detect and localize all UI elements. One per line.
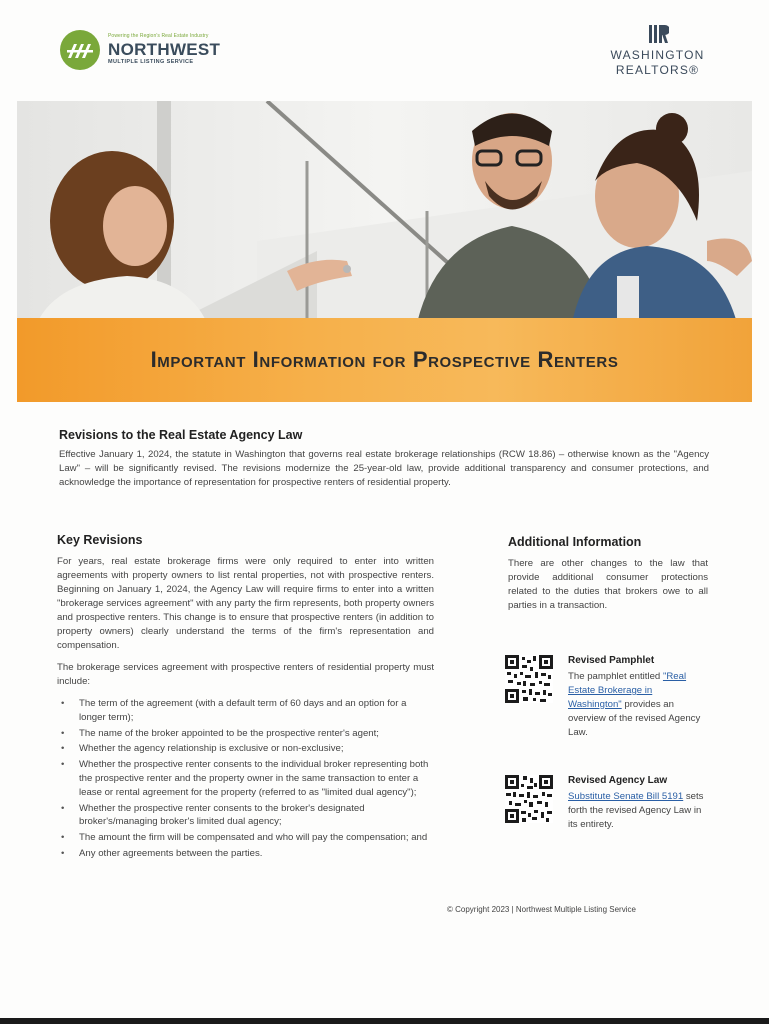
realtor-r-icon xyxy=(647,24,669,44)
key-revisions-heading: Key Revisions xyxy=(57,533,143,547)
revisions-heading: Revisions to the Real Estate Agency Law xyxy=(59,428,303,442)
list-item: • The term of the agreement (with a default term of 60 days and an option for a longer term); xyxy=(57,697,434,725)
list-item: • The name of the broker appointed to be the prospective renter's agent; xyxy=(57,727,434,741)
additional-info-heading: Additional Information xyxy=(508,535,642,549)
key-revisions-section xyxy=(57,533,434,863)
wr-line-1: WASHINGTON xyxy=(610,48,705,62)
nwmls-tagline: Powering the Region's Real Estate Industry xyxy=(108,33,209,40)
requirements-list xyxy=(57,697,434,861)
revised-pamphlet-title: Revised Pamphlet xyxy=(568,655,655,666)
bottom-edge-bar xyxy=(0,1018,769,1024)
list-item: • Whether the agency relationship is exclusive or non-exclusive; xyxy=(57,742,434,756)
washington-realtors-logo xyxy=(600,24,715,77)
pamphlet-link[interactable]: "Real Estate Brokerage in Washington" xyxy=(568,671,687,710)
key-revisions-para-2: The brokerage services agreement with prospective renters of residential property must include: xyxy=(57,662,434,687)
agency-law-qr-code-icon[interactable] xyxy=(505,775,553,823)
hero-photo xyxy=(17,101,752,323)
list-item: • Whether the prospective renter consents to the broker's designated broker's/managing broker's limited dual agency; xyxy=(57,802,434,830)
revised-agency-law-text: Substitute Senate Bill 5191 sets forth the revised Agency Law in its entirety. xyxy=(568,791,704,830)
wr-line-2: REALTORS® xyxy=(615,63,700,77)
key-revisions-para-1: For years, real estate brokerage firms were only required to enter into written agreements with property owners to list rental properties, not with prospective renters. Beginning on January 1, 2024, the Agency Law will require firms to enter into a written "brokerage services agreement" with any party the firm represents, both property owners and prospective renters. This change is to ensure that prospective renters (in addition to property owners) clearly understand the terms of the firm's representation and compensation. xyxy=(57,556,434,651)
senate-bill-link[interactable]: Substitute Senate Bill 5191 xyxy=(568,791,684,802)
nwmls-subtitle: MULTIPLE LISTING SERVICE xyxy=(108,59,194,66)
banner-title: Important Information for Prospective Renters xyxy=(150,347,619,372)
list-item: • Whether the prospective renter consents to the individual broker representing both the prospective renter and the property owner in the same transaction to enter a lease or rental agreement for the property (referred to as "limited dual agency"); xyxy=(57,758,434,799)
list-item: • The amount the firm will be compensated and who will pay the compensation; and xyxy=(57,831,434,845)
revised-agency-law-block xyxy=(505,775,710,832)
list-item: • Any other agreements between the parties. xyxy=(57,847,434,861)
nwmls-name: NORTHWEST xyxy=(108,40,221,60)
pamphlet-qr-code-icon[interactable] xyxy=(505,655,553,703)
nwmls-logo xyxy=(60,30,220,70)
copyright: © Copyright 2023 | Northwest Multiple Listing Service xyxy=(447,905,636,914)
revised-pamphlet-text: The pamphlet entitled "Real Estate Brokerage in Washington" provides an overview of the revised Agency Law. xyxy=(568,671,701,738)
additional-info-text: There are other changes to the law that provide additional consumer protections related to the duties that brokers owe to all parties in a transaction. xyxy=(508,558,708,611)
additional-info-section xyxy=(508,535,708,613)
title-banner xyxy=(17,318,752,402)
revised-pamphlet-block xyxy=(505,655,710,740)
revised-agency-law-title: Revised Agency Law xyxy=(568,775,668,786)
nwmls-logo-mark-icon xyxy=(60,30,100,70)
revisions-text: Effective January 1, 2024, the statute in Washington that governs real estate brokerage relationships (RCW 18.86) – otherwise known as the "Agency Law" – will be significantly revised. The revisions modernize the 25-year-old law, provide additional transparency and consumer protections, and acknowledge the importance of representation for prospective renters of residential property. xyxy=(59,449,709,488)
revisions-section xyxy=(59,428,709,490)
